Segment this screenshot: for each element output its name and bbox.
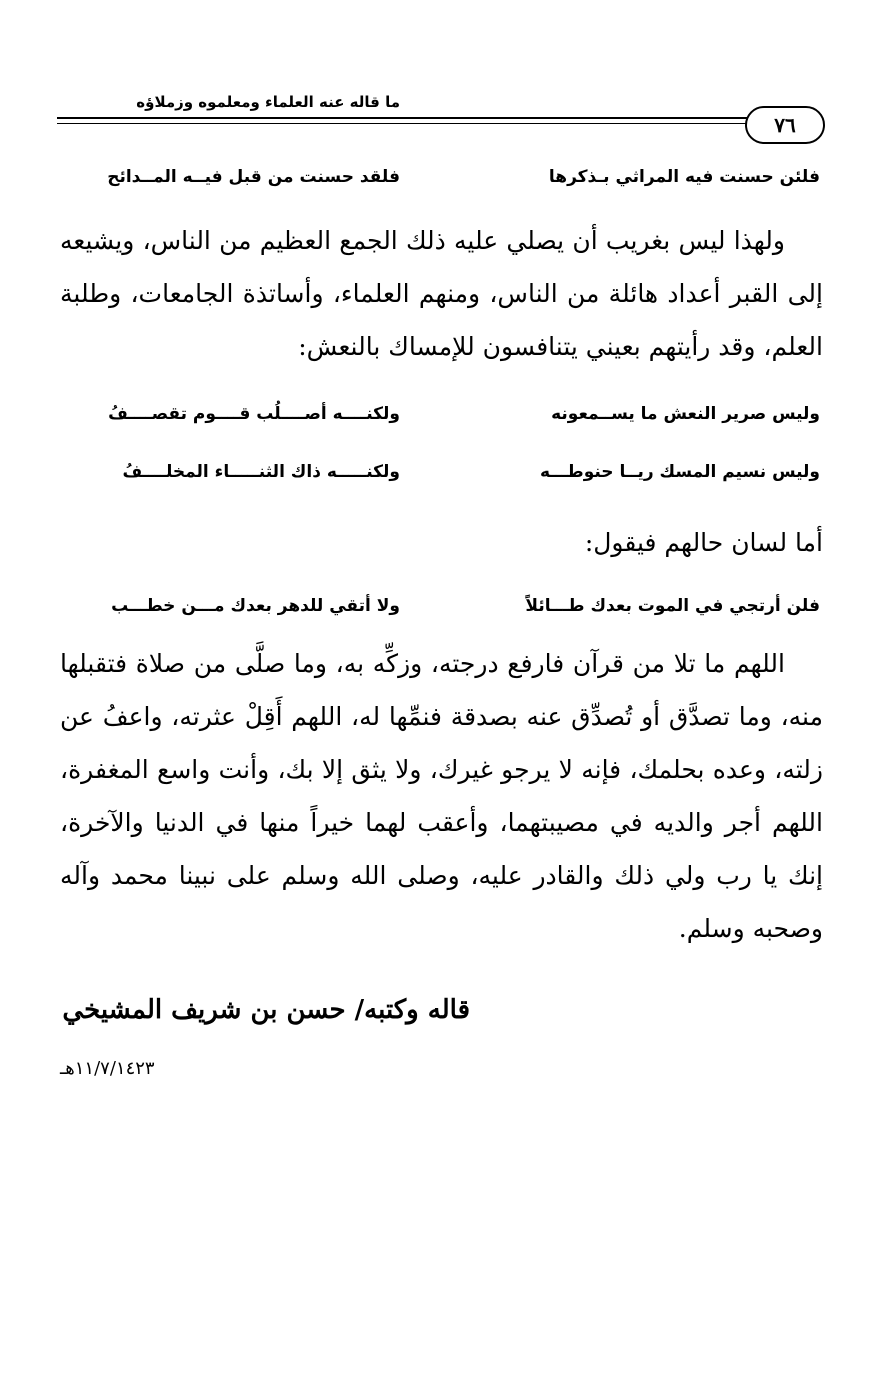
running-title: ما قاله عنه العلماء ومعلموه وزملاؤه xyxy=(136,93,400,111)
date-line: ١١/٧/١٤٢٣هـ xyxy=(60,1058,155,1079)
verse-3-first-hemistich: وليس نسيم المسك ريــا حنوطـــه xyxy=(539,462,820,482)
paragraph-2-text: أما لسان حالهم فيقول: xyxy=(584,528,823,557)
author-signature: قاله وكتبه/ حسن بن شريف المشيخي xyxy=(62,995,470,1025)
verse-4-second-hemistich: ولا أتقي للدهر بعدك مـــن خطـــب xyxy=(111,596,400,616)
verse-3 xyxy=(60,462,820,502)
verse-2-first-hemistich: وليس صرير النعش ما يســمعونه xyxy=(551,404,820,424)
page-number: ٧٦ xyxy=(745,106,825,144)
paragraph-2 xyxy=(60,516,823,569)
verse-4-first-hemistich: فلن أرتجي في الموت بعدك طـــائلاً xyxy=(525,596,820,616)
verse-4 xyxy=(60,596,820,636)
header-rule-thick xyxy=(57,117,747,119)
verse-1-first-hemistich: فلئن حسنت فيه المراثي بـذكرها xyxy=(548,167,820,187)
verse-1-second-hemistich: فلقد حسنت من قبل فيــه المــدائح xyxy=(107,167,400,187)
verse-3-second-hemistich: ولكنـــــه ذاك الثنـــــاء المخلــــفُ xyxy=(122,462,400,482)
verse-2-second-hemistich: ولكنــــه أصــــلُب قــــوم تقصــــفُ xyxy=(108,404,400,424)
verse-1 xyxy=(60,167,820,207)
paragraph-3 xyxy=(60,637,823,955)
paragraph-1 xyxy=(60,214,823,373)
paragraph-3-text: اللهم ما تلا من قرآن فارفع درجته، وزكِّه به، وما صلَّى من صلاة فتقبلها منه، وما تصدَّق أو تُصدِّق عنه بصدقة فنمِّها له، اللهم أَقِلْ عثرته، واعفُ عن زلته، وعده بحلمك، فإنه لا يرجو غيرك، ولا يثق إلا بك، وأنت واسع المغفرة، اللهم أجر والديه في مصيبتهما، وأعقب لهما خيراً منها في الدنيا والآخرة، إنك يا رب ولي ذلك والقادر عليه، وصلى الله وسلم على نبينا محمد وآله وصحبه وسلم. xyxy=(60,649,823,943)
verse-2 xyxy=(60,404,820,444)
paragraph-1-text: ولهذا ليس بغريب أن يصلي عليه ذلك الجمع العظيم من الناس، ويشيعه إلى القبر أعداد هائلة من الناس، ومنهم العلماء، وأساتذة الجامعات، وطلبة العلم، وقد رأيتهم بعيني يتنافسون للإمساك بالنعش: xyxy=(60,226,823,361)
header-rule-thin xyxy=(57,123,747,124)
